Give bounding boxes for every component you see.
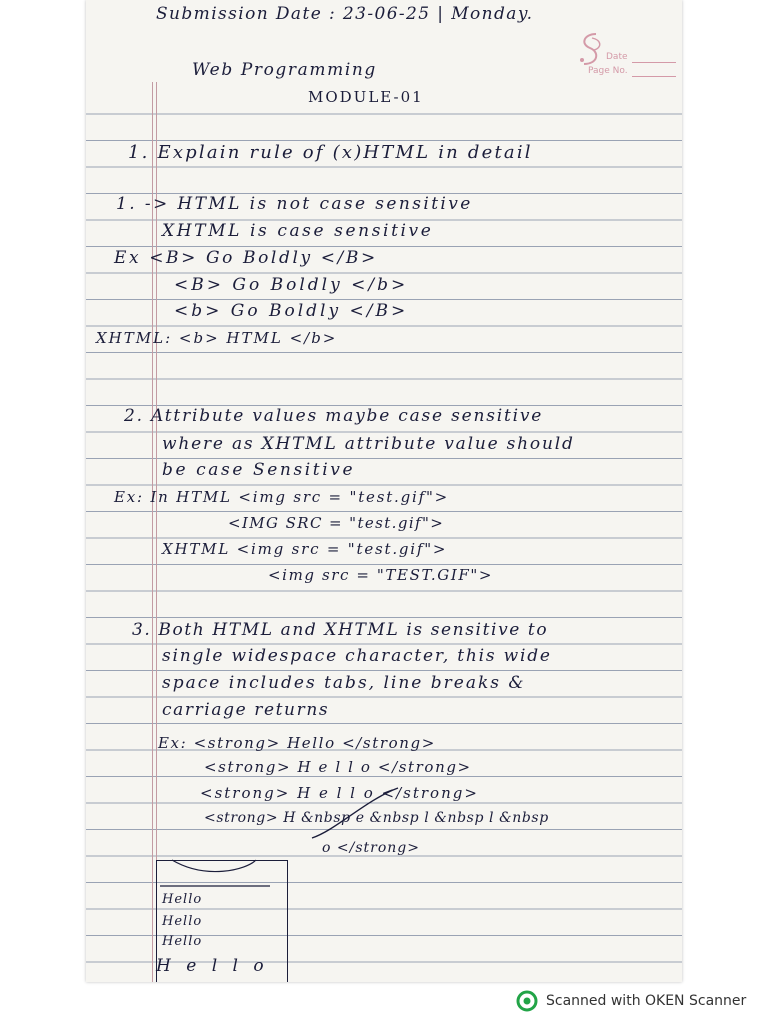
notebook-logo-icon	[574, 30, 608, 70]
r2-line-1: 2. Attribute values maybe case sensitive	[124, 406, 544, 426]
output-line-2: Hello	[162, 914, 203, 929]
r2-line-3: be case Sensitive	[162, 460, 356, 480]
stamp-page-line	[632, 76, 676, 77]
stamp-date-label: Date	[606, 52, 628, 62]
oken-scanner-icon	[516, 990, 538, 1012]
subject-title: Web Programming	[192, 60, 377, 80]
stamp-page-label: Page No.	[588, 66, 628, 76]
r3-line-3: space includes tabs, line breaks &	[162, 673, 526, 693]
q1-line-4: <B> Go Boldly </b>	[174, 275, 409, 295]
r2-line-6: XHTML <img src = "test.gif">	[162, 540, 448, 558]
r2-line-2: where as XHTML attribute value should	[162, 434, 575, 454]
scanner-footer-text: Scanned with OKEN Scanner	[546, 993, 747, 1009]
r3-line-1: 3. Both HTML and XHTML is sensitive to	[132, 620, 549, 640]
question-1-title: 1. Explain rule of (x)HTML in detail	[128, 142, 533, 163]
scanner-footer	[516, 990, 746, 1012]
submission-date: Submission Date : 23-06-25 | Monday.	[156, 4, 534, 24]
r3-line-5: Ex: <strong> Hello </strong>	[158, 734, 436, 752]
r3-line-8: <strong> H &nbsp e &nbsp l &nbsp l &nbsp	[204, 810, 549, 826]
notebook-page	[86, 0, 682, 982]
output-line-1: Hello	[162, 892, 203, 907]
output-line-4: H e l l o	[156, 956, 269, 976]
r2-line-7: <img src = "TEST.GIF">	[268, 566, 494, 584]
r2-line-5: <IMG SRC = "test.gif">	[228, 514, 445, 532]
margin-line-inner	[156, 82, 157, 982]
r3-line-6: <strong> H e l l o </strong>	[204, 758, 472, 776]
q1-line-3: Ex <B> Go Boldly </B>	[114, 248, 378, 268]
output-line-3: Hello	[162, 934, 203, 949]
margin-line-outer	[152, 82, 153, 982]
q1-line-6: XHTML: <b> HTML </b>	[96, 329, 338, 347]
r3-line-2: single widespace character, this wide	[162, 646, 552, 666]
q1-line-5: <b> Go Boldly </B>	[174, 301, 409, 321]
r3-line-9: o </strong>	[322, 840, 420, 856]
stamp-date-line	[632, 62, 676, 63]
module-title: MODULE-01	[308, 88, 424, 106]
q1-line-1: 1. -> HTML is not case sensitive	[116, 194, 473, 214]
r2-line-4: Ex: In HTML <img src = "test.gif">	[114, 488, 450, 506]
q1-line-2: XHTML is case sensitive	[162, 221, 434, 241]
r3-line-7: <strong> H e l l o </strong>	[200, 784, 479, 802]
r3-line-4: carriage returns	[162, 700, 330, 720]
